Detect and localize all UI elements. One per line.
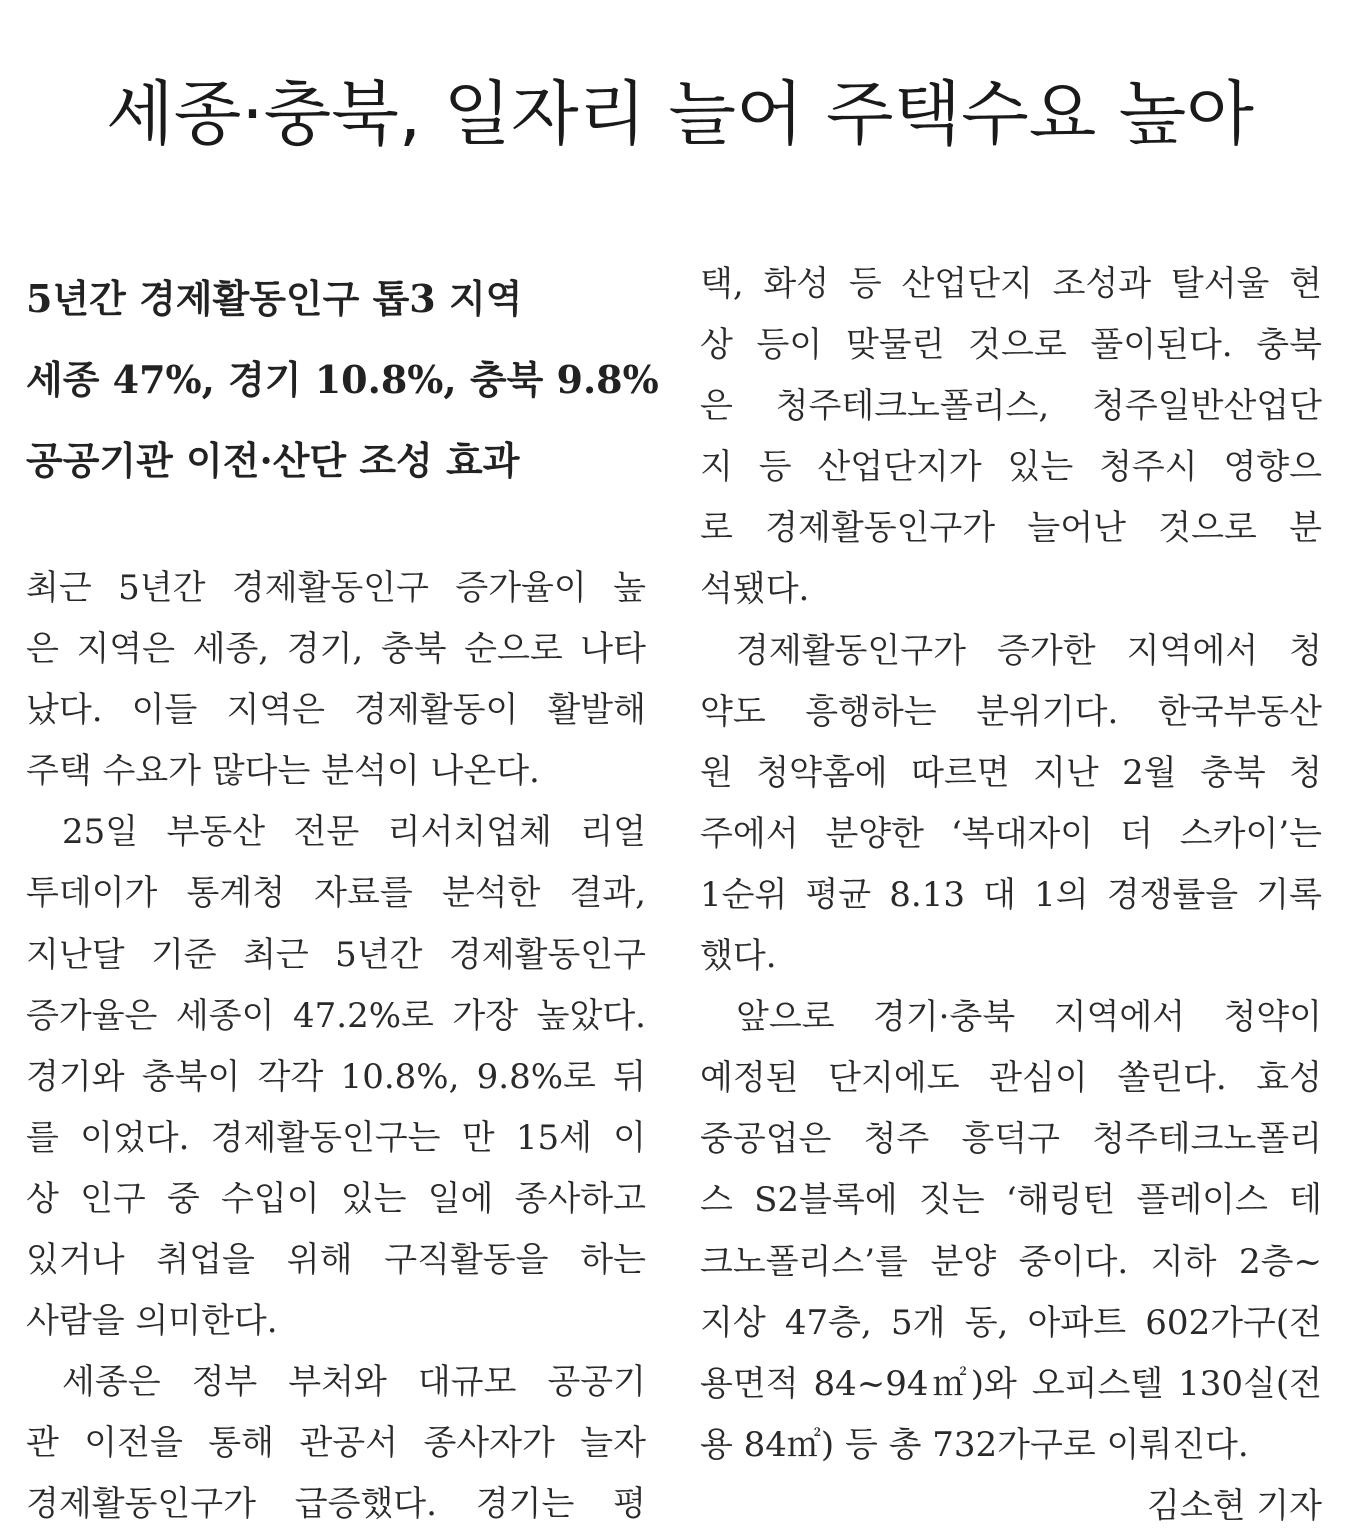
body-line: 있거나 취업을 위해 구직활동을 하는: [26, 1240, 646, 1281]
body-line: 상 인구 중 수입이 있는 일에 종사하고: [26, 1178, 646, 1219]
body-line: 났다. 이들 지역은 경제활동이 활발해: [26, 690, 646, 731]
byline: 김소현 기자: [1146, 1485, 1322, 1526]
body-line: 로 경제활동인구가 늘어난 것으로 분: [700, 508, 1322, 549]
body-line: 원 청약홈에 따르면 지난 2월 충북 청: [700, 752, 1322, 793]
body-line: 경제활동인구가 급증했다. 경기는 평: [26, 1484, 646, 1525]
body-line: 최근 5년간 경제활동인구 증가율이 높: [26, 568, 646, 608]
body-line: 관 이전을 통해 관공서 종사자가 늘자: [26, 1423, 646, 1464]
body-line: 지 등 산업단지가 있는 청주시 영향으: [700, 447, 1322, 488]
body-line: 세종은 정부 부처와 대규모 공공기: [62, 1362, 646, 1403]
article-column-right: [700, 254, 1322, 1537]
body-line: 사람을 의미한다.: [26, 1301, 278, 1342]
body-line: 지상 47층, 5개 동, 아파트 602가구(전: [700, 1302, 1322, 1343]
body-line: 상 등이 맞물린 것으로 풀이된다. 충북: [700, 325, 1322, 366]
body-line: 투데이가 통계청 자료를 분석한 결과,: [26, 873, 646, 914]
body-line: 용면적 84~94㎡)와 오피스텔 130실(전: [700, 1363, 1322, 1404]
body-line: 약도 흥행하는 분위기다. 한국부동산: [700, 691, 1322, 732]
body-line: 경제활동인구가 증가한 지역에서 청: [736, 630, 1322, 671]
body-line: 지난달 기준 최근 5년간 경제활동인구: [26, 934, 646, 975]
body-line: 예정된 단지에도 관심이 쏠린다. 효성: [700, 1058, 1322, 1099]
body-line: 은 청주테크노폴리스, 청주일반산업단: [700, 386, 1322, 427]
body-line: 를 이었다. 경제활동인구는 만 15세 이: [26, 1117, 646, 1158]
body-line: 주에서 분양한 ‘복대자이 더 스카이’는: [700, 813, 1322, 854]
body-line: 중공업은 청주 흥덕구 청주테크노폴리: [700, 1119, 1322, 1160]
body-line: 경기와 충북이 각각 10.8%, 9.8%로 뒤: [26, 1056, 646, 1097]
body-line: 1순위 평균 8.13 대 1의 경쟁률을 기록: [700, 874, 1322, 915]
body-line: 했다.: [700, 936, 777, 977]
body-line: 택, 화성 등 산업단지 조성과 탈서울 현: [700, 264, 1322, 304]
body-line: 스 S2블록에 짓는 ‘해링턴 플레이스 테: [700, 1180, 1322, 1221]
body-line: 25일 부동산 전문 리서치업체 리얼: [62, 812, 646, 853]
subheadline-2: 세종 47%, 경기 10.8%, 충북 9.8%: [26, 357, 659, 402]
body-line: 석됐다.: [700, 569, 810, 610]
body-line: 크노폴리스’를 분양 중이다. 지하 2층~: [700, 1241, 1322, 1282]
headline: 세종·충북, 일자리 늘어 주택수요 높아: [106, 73, 1254, 155]
subheadline-1: 5년간 경제활동인구 톱3 지역: [26, 276, 523, 321]
subheadline-block: [26, 258, 666, 501]
body-line: 주택 수요가 많다는 분석이 나온다.: [26, 751, 540, 792]
article-column-left: [26, 558, 646, 1536]
body-line: 앞으로 경기·충북 지역에서 청약이: [736, 997, 1322, 1038]
body-line: 은 지역은 세종, 경기, 충북 순으로 나타: [26, 629, 646, 670]
body-line: 증가율은 세종이 47.2%로 가장 높았다.: [26, 995, 646, 1036]
body-line: 용 84㎡) 등 총 732가구로 이뤄진다.: [700, 1424, 1249, 1465]
subheadline-3: 공공기관 이전·산단 조성 효과: [26, 438, 520, 483]
